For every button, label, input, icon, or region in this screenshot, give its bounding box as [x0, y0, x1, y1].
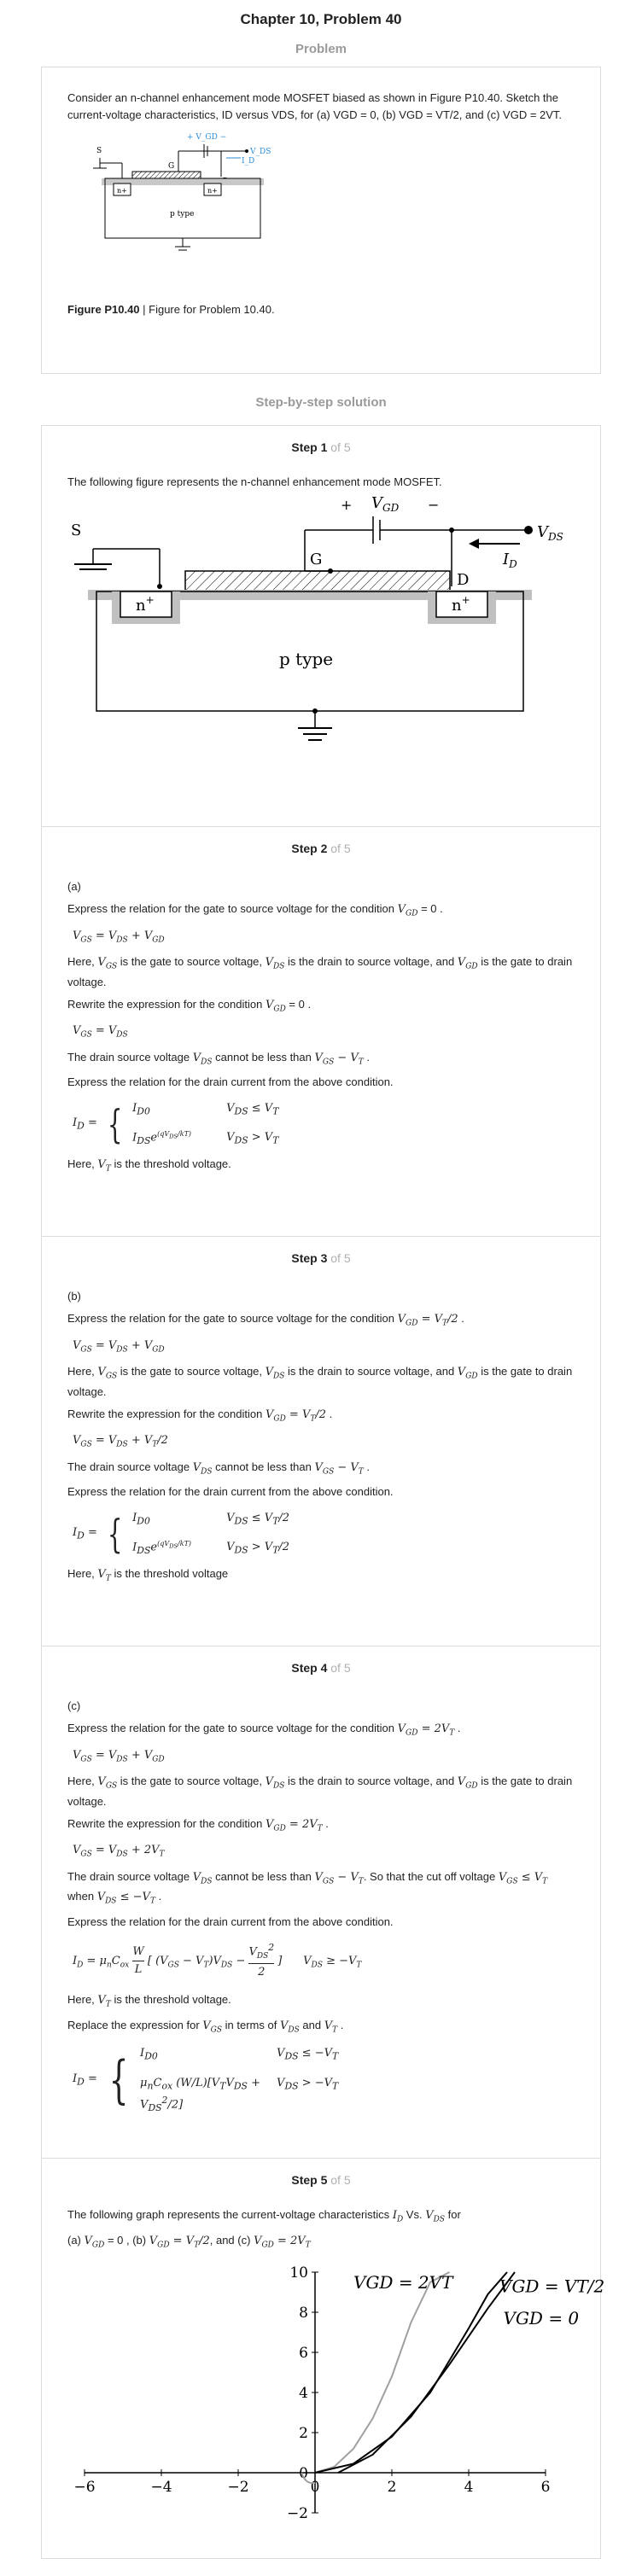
step-text: The following graph represents the current-voltage characteristics $I_D$ Vs. $V_{DS}$ for — [67, 2208, 461, 2224]
y-tick-label: 0 — [299, 2465, 308, 2483]
series-annotation: VGD = VT/2 — [499, 2276, 605, 2297]
step-5 — [42, 2159, 605, 2558]
fig-id: I_D — [242, 157, 255, 166]
x-tick-label: 2 — [387, 2479, 397, 2497]
step-text: Here, $V_{GS}$ is the gate to source voltage, $V_{DS}$ is the drain to source voltage, and $V_{GD}$ is the gate to drain voltage. — [67, 1365, 573, 1398]
x-tick-label: 0 — [310, 2479, 320, 2497]
step-2 — [42, 827, 600, 1237]
step-text: Express the relation for the gate to source voltage for the condition $V_{GD} = 2V_T$ . — [67, 1722, 461, 1738]
step-text: Here, $V_T$ is the threshold voltage. — [67, 1993, 231, 2009]
figure-caption: Figure P10.40 | Figure for Problem 10.40. — [67, 303, 275, 317]
step-4 — [42, 1646, 600, 2159]
step-heading: Step 4 of 5 — [291, 1661, 351, 1675]
step-text: Rewrite the expression for the condition $V_{GD} = 0$ . — [67, 997, 312, 1014]
iv-chart — [67, 2257, 605, 2538]
step-text: Express the relation for the drain current from the above condition. — [67, 1485, 394, 1499]
series-annotation: VGD = 2VT — [353, 2271, 453, 2293]
x-tick-label: −4 — [150, 2479, 172, 2497]
equation: $V_{GS} = V_{DS}$ — [73, 1024, 128, 1040]
step-heading: Step 2 of 5 — [291, 842, 351, 855]
piecewise-equation: $I_D$ = { $I_{D0}$ $V_{DS} \le V_T$ $I_{DS}e^{(qV_{DS}/kT)}$ $V_{DS} > V_T$ — [73, 1101, 279, 1148]
problem-label: Problem — [295, 42, 347, 56]
step-text: Replace the expression for $V_{GS}$ in terms of $V_{DS}$ and $V_T$ . — [67, 2018, 344, 2035]
step-text: Rewrite the expression for the condition $V_{GD} = V_T/2$ . — [67, 1407, 333, 1424]
x-tick-label: −6 — [73, 2479, 96, 2497]
step-text: The drain source voltage $V_{DS}$ cannot be less than $V_{GS} - V_T$. So that the cut off voltage $V_{GS} \le V_T$ when $V_{DS} \le -V_T$ . — [67, 1869, 548, 1907]
y-tick-label: 4 — [299, 2385, 308, 2403]
part-label: (c) — [67, 1699, 81, 1712]
equation: $V_{GS} = V_{DS} + V_{GD}$ — [73, 1748, 165, 1764]
step-3 — [42, 1237, 600, 1646]
mosfet-nplus-right: n+ — [452, 594, 470, 615]
step-text: Rewrite the expression for the condition $V_{GD} = 2V_T$ . — [67, 1816, 329, 1833]
step-text: (a) $V_{GD} = 0$ , (b) $V_{GD} = V_T/2$, and (c) $V_{GD} = 2V_T$ — [67, 2233, 311, 2250]
equation: $V_{GS} = V_{DS} + V_T/2$ — [73, 1434, 168, 1449]
mosfet-id: $I_D$ — [503, 551, 517, 571]
step-text: The drain source voltage $V_{DS}$ cannot be less than $V_{GS} - V_T$ . — [67, 1460, 371, 1477]
solution-label: Step-by-step solution — [255, 395, 387, 410]
equation: $V_{GS} = V_{DS} + V_{GD}$ — [73, 1338, 165, 1355]
x-tick-label: 6 — [540, 2479, 551, 2497]
fig-nplus-left: n+ — [117, 187, 127, 195]
fig-nplus-right: n+ — [207, 187, 218, 195]
mosfet-plus: + — [341, 497, 353, 514]
mosfet-d: D — [457, 571, 470, 590]
step-text: Express the relation for the gate to source voltage for the condition $V_{GD} = V_T/2$ . — [67, 1312, 464, 1328]
page-title: Chapter 10, Problem 40 — [240, 11, 402, 27]
x-tick-label: 4 — [464, 2479, 474, 2497]
step-text: Here, $V_T$ is the threshold voltage — [67, 1566, 229, 1583]
equation: $V_{GS} = V_{DS} + 2V_T$ — [73, 1844, 165, 1859]
step-text: Express the relation for the drain current from the above condition. — [67, 1075, 394, 1089]
step-text: The following figure represents the n-channel enhancement mode MOSFET. — [67, 475, 442, 488]
y-tick-label: 10 — [289, 2264, 308, 2282]
mosfet-vgd: $V_{GD}$ — [371, 494, 400, 515]
mosfet-minus: − — [428, 497, 440, 514]
piecewise-equation: $I_D$ = { $I_{D0}$ $V_{DS} \le V_T/2$ $I_{DS}e^{(qV_{DS}/kT)}$ $V_{DS} > V_T/2$ — [73, 1511, 290, 1558]
step-text: Here, $V_{GS}$ is the gate to source voltage, $V_{DS}$ is the drain to source voltage, and $V_{GD}$ is the gate to drain voltage. — [67, 1775, 573, 1808]
step-text: Express the relation for the gate to source voltage for the condition $V_{GD} = 0$ . — [67, 902, 443, 918]
y-tick-label: 6 — [299, 2345, 308, 2363]
step-text: The drain source voltage $V_{DS}$ cannot be less than $V_{GS} - V_T$ . — [67, 1050, 371, 1067]
series-line-2 — [338, 2272, 515, 2473]
x-tick-label: −2 — [227, 2479, 249, 2497]
equation: $V_{GS} = V_{DS} + V_{GD}$ — [73, 929, 165, 945]
fig-vgd: + V_GD − — [187, 133, 227, 143]
piecewise-equation: $I_D$ = { $I_{D0}$ $V_{DS} \le -V_T$ $\mu_nC_{ox}$ $(W/L)[V_TV_{DS} + V_{DS}^2/2]$ $V_{DS} > -V_T$ — [73, 2047, 339, 2113]
y-tick-label: 2 — [299, 2425, 308, 2443]
solution-card — [41, 425, 605, 2559]
mosfet-g: G — [310, 551, 323, 569]
step-text: Here, $V_{GS}$ is the gate to source voltage, $V_{DS}$ is the drain to source voltage, and $V_{GD}$ is the gate to drain voltage. — [67, 955, 573, 988]
step-heading: Step 1 of 5 — [291, 440, 351, 454]
part-label: (a) — [67, 880, 81, 893]
step-text: Here, $V_T$ is the threshold voltage. — [67, 1157, 231, 1174]
fig-g: G — [168, 162, 175, 172]
equation: $I_D = \mu_nC_{ox}$ $\frac{W}{L}$ [ $(V_{GS} - V_T)V_{DS}$ − $V_{DS}^2$ 2 ] $V_{DS} \ge -V_T$ — [73, 1942, 362, 1979]
mosfet-figure — [67, 494, 563, 786]
problem-figure — [85, 127, 281, 289]
series-line-1 — [315, 2272, 507, 2473]
step-heading: Step 3 of 5 — [291, 1251, 351, 1265]
fig-s: S — [96, 147, 102, 156]
step-heading: Step 5 of 5 — [291, 2173, 351, 2187]
mosfet-s: S — [71, 522, 82, 540]
mosfet-vds: $V_{DS}$ — [537, 523, 563, 544]
problem-text: Consider an n-channel enhancement mode MOSFET biased as shown in Figure P10.40. Sketch the current-voltage characteristics, ID versus VDS, for (a) VGD = 0, (b) VGD = VT/2, and (c) VGD = 2VT. — [67, 91, 563, 122]
mosfet-nplus-left: n+ — [136, 594, 155, 615]
fig-ptype: p type — [170, 210, 195, 219]
y-tick-label: −2 — [286, 2505, 308, 2523]
step-1 — [42, 426, 600, 827]
fig-vds: V_DS — [250, 148, 271, 157]
y-tick-label: 8 — [299, 2305, 308, 2322]
step-text: Express the relation for the drain current from the above condition. — [67, 1915, 394, 1928]
series-annotation: VGD = 0 — [503, 2308, 580, 2329]
part-label: (b) — [67, 1290, 81, 1303]
problem-card — [41, 67, 601, 374]
mosfet-ptype: p type — [279, 649, 334, 670]
